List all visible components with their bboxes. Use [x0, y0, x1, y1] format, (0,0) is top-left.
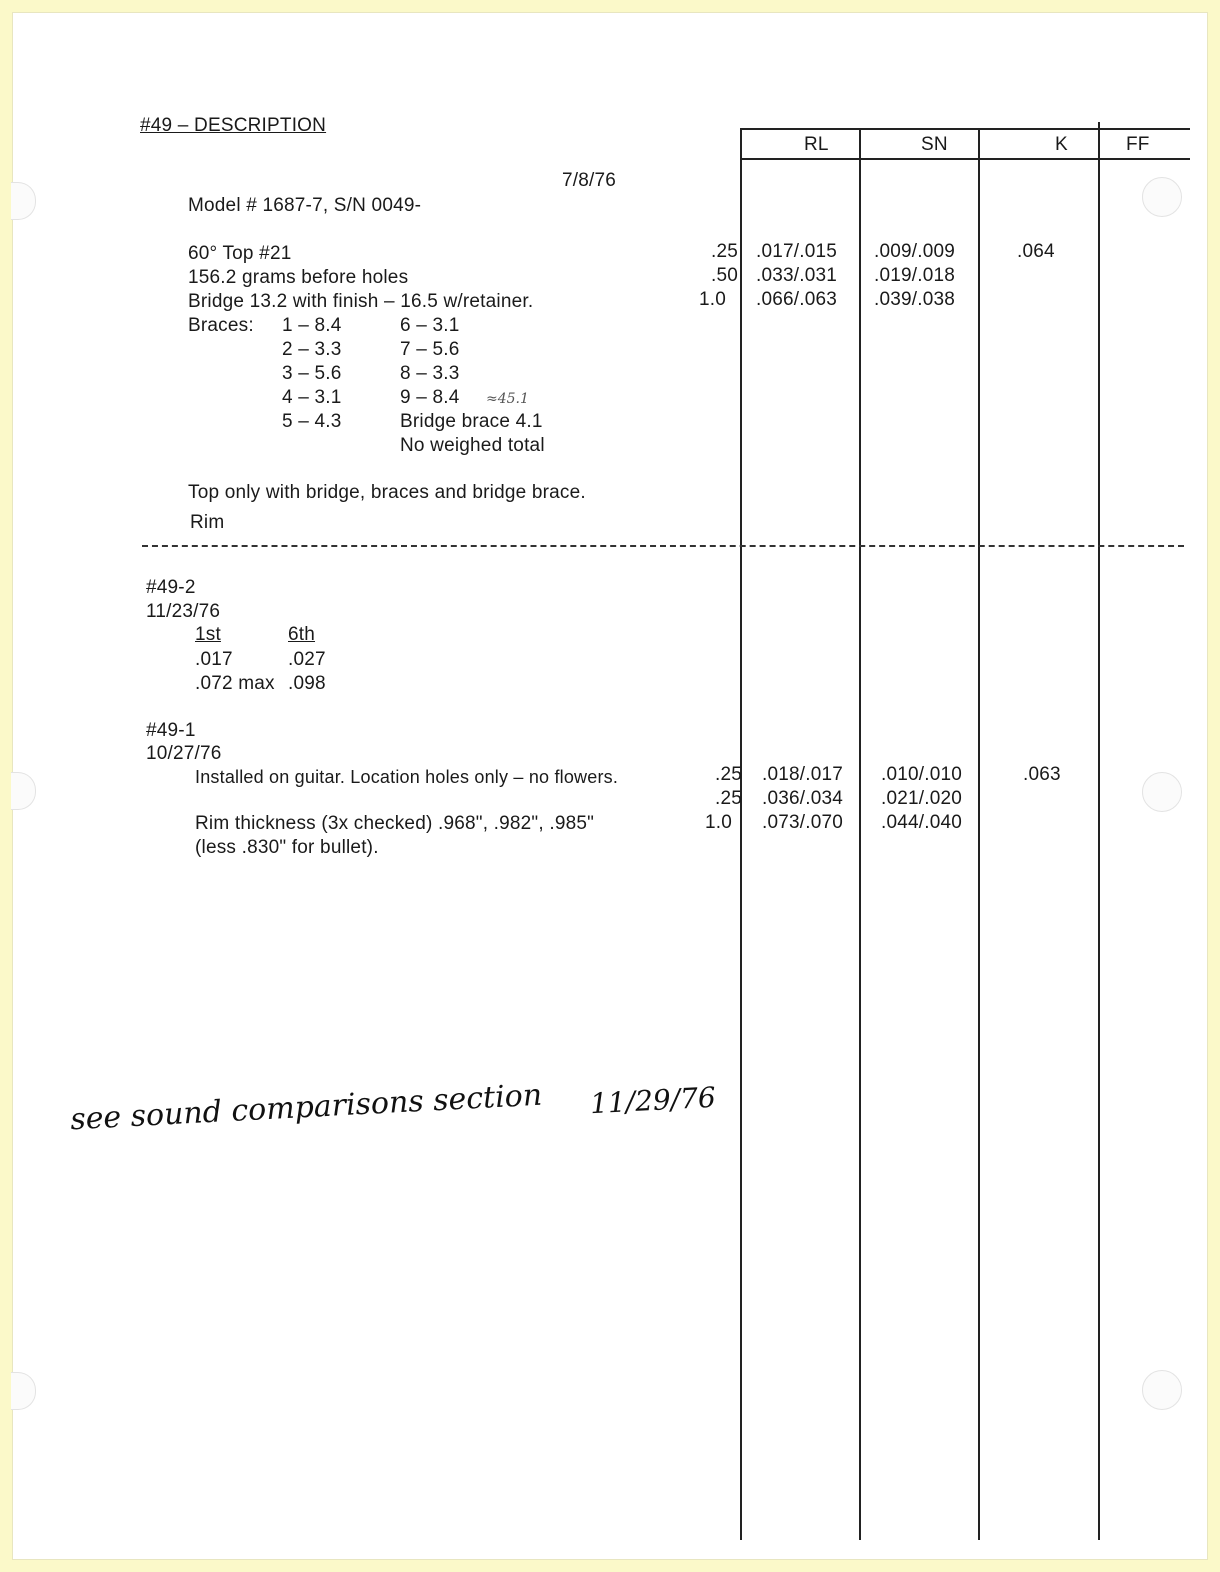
punch-hole [1142, 1370, 1182, 1410]
brace-item: 8 – 3.3 [400, 363, 460, 384]
handwritten-note: see sound comparisons section [69, 1077, 543, 1138]
punch-hole [11, 772, 36, 810]
punch-hole [11, 182, 36, 220]
brace-item: 4 – 3.1 [282, 387, 342, 408]
section-separator [142, 545, 1184, 547]
string-value: .027 [288, 649, 326, 670]
brace-total-note: ≈45.1 [486, 391, 529, 407]
rim-line: Rim [190, 512, 225, 533]
brace-item: 3 – 5.6 [282, 363, 342, 384]
punch-hole [1142, 772, 1182, 812]
measure-rl: .017/.015 [756, 241, 838, 262]
section-date: 10/27/76 [146, 743, 222, 764]
grams-line: 156.2 grams before holes [188, 267, 409, 288]
bullet-line: (less .830" for bullet). [195, 837, 379, 858]
braces-label: Braces: [188, 315, 254, 336]
measure-sn: .021/.020 [881, 788, 963, 809]
column-divider [1098, 122, 1100, 1540]
measure-sn: .044/.040 [881, 812, 963, 833]
handwritten-date: 11/29/76 [589, 1080, 717, 1121]
brace-item: No weighed total [400, 435, 545, 456]
column-divider [859, 128, 861, 1540]
column-divider [978, 128, 980, 1540]
brace-item: Bridge brace 4.1 [400, 411, 543, 432]
measure-x: 1.0 [704, 812, 732, 833]
measure-k: .064 [1017, 241, 1055, 262]
measure-rl: .073/.070 [762, 812, 844, 833]
brace-item: 7 – 5.6 [400, 339, 460, 360]
string-header: 6th [288, 624, 316, 645]
model-value: 1687-7, S/N 0049- [262, 195, 422, 216]
punch-hole [11, 1372, 36, 1410]
top-only-line: Top only with bridge, braces and bridge brace. [188, 482, 586, 503]
section-date: 11/23/76 [146, 601, 221, 622]
model-line [188, 195, 421, 217]
brace-item: 1 – 8.4 [282, 315, 342, 336]
column-header-rl: RL [804, 134, 829, 155]
measure-sn: .009/.009 [874, 241, 956, 262]
string-value: .098 [288, 673, 326, 694]
model-label: Model # [188, 195, 257, 216]
brace-item: 6 – 3.1 [400, 315, 460, 336]
table-header-rule [740, 128, 1190, 130]
column-divider [740, 128, 742, 1540]
brace-item: 2 – 3.3 [282, 339, 342, 360]
table-header-rule [740, 158, 1190, 160]
measure-x: .50 [710, 265, 738, 286]
date: 7/8/76 [562, 170, 617, 191]
document-page [12, 12, 1208, 1560]
measure-rl: .033/.031 [756, 265, 838, 286]
measure-k: .063 [1023, 764, 1061, 785]
top-line: 60° Top #21 [188, 243, 292, 264]
measure-rl: .036/.034 [762, 788, 844, 809]
measure-x: .25 [714, 788, 742, 809]
section-id: #49-2 [146, 577, 196, 598]
measure-rl: .018/.017 [762, 764, 844, 785]
string-value: .017 [195, 649, 233, 670]
page-title: #49 – DESCRIPTION [140, 115, 327, 136]
installed-line: Installed on guitar. Location holes only – no flowers. [195, 767, 619, 787]
string-header: 1st [195, 624, 221, 645]
measure-sn: .039/.038 [874, 289, 956, 310]
column-header-k: K [1055, 134, 1068, 155]
measure-x: .25 [714, 764, 742, 785]
measure-rl: .066/.063 [756, 289, 838, 310]
column-header-sn: SN [921, 134, 948, 155]
measure-x: 1.0 [698, 289, 726, 310]
measure-x: .25 [710, 241, 738, 262]
rim-thickness-line: Rim thickness (3x checked) .968", .982", .985" [195, 813, 595, 834]
string-value: .072 max [195, 673, 275, 694]
measure-sn: .010/.010 [881, 764, 963, 785]
measure-sn: .019/.018 [874, 265, 956, 286]
section-id: #49-1 [146, 720, 196, 741]
bridge-line: Bridge 13.2 with finish – 16.5 w/retainer. [188, 291, 534, 312]
brace-item: 9 – 8.4 [400, 387, 460, 408]
column-header-ff: FF [1126, 134, 1150, 155]
punch-hole [1142, 177, 1182, 217]
brace-item: 5 – 4.3 [282, 411, 342, 432]
